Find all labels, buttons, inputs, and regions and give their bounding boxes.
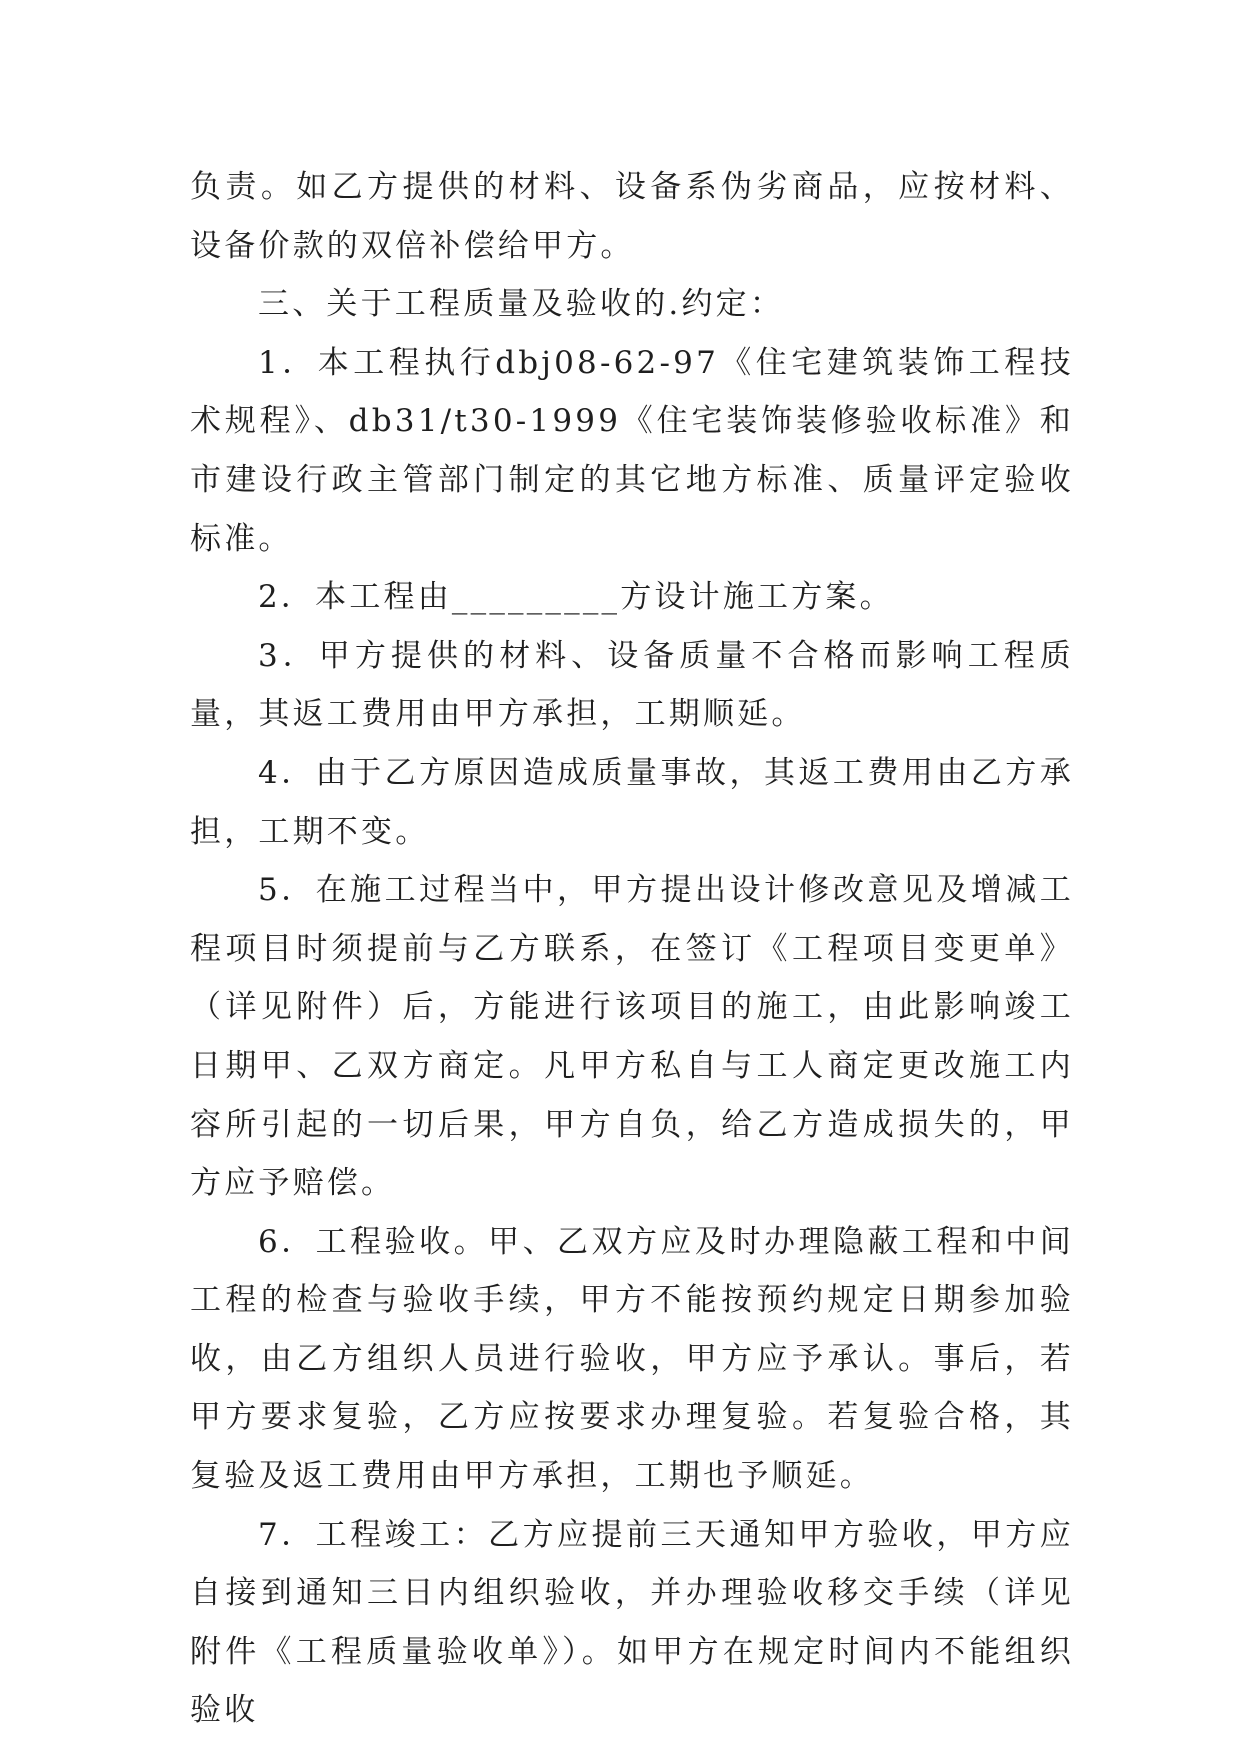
document-body xyxy=(190,158,1074,1740)
clause-2: 2．本工程由_________方设计施工方案。 xyxy=(258,579,894,616)
paragraph-continuation: 负责。如乙方提供的材料、设备系伪劣商品，应按材料、设备价款的双倍补偿给甲方。 xyxy=(190,169,1074,264)
section-heading-quality-acceptance: 三、关于工程质量及验收的.约定： xyxy=(258,286,785,323)
clause-7: 7．工程竣工：乙方应提前三天通知甲方验收，甲方应自接到通知三日内组织验收，并办理验收移交手续（详见附件《工程质量验收单》）。如甲方在规定时间内不能组织验收 xyxy=(190,1516,1074,1729)
clause-6: 6．工程验收。甲、乙双方应及时办理隐蔽工程和中间工程的检查与验收手续，甲方不能按预约规定日期参加验收，由乙方组织人员进行验收，甲方应予承认。事后，若甲方要求复验，乙方应按要求办理复验。若复验合格，其复验及返工费用由甲方承担，工期也予顺延。 xyxy=(190,1223,1074,1495)
clause-5: 5．在施工过程当中，甲方提出设计修改意见及增减工程项目时须提前与乙方联系，在签订《工程项目变更单》（详见附件）后，方能进行该项目的施工，由此影响竣工日期甲、乙双方商定。凡甲方私自与工人商定更改施工内容所引起的一切后果，甲方自负，给乙方造成损失的，甲方应予赔偿。 xyxy=(190,872,1074,1202)
clause-4: 4．由于乙方原因造成质量事故，其返工费用由乙方承担，工期不变。 xyxy=(190,754,1074,850)
clause-1: 1．本工程执行dbj08-62-97《住宅建筑装饰工程技术规程》、db31/t30-1999《住宅装饰装修验收标准》和市建设行政主管部门制定的其它地方标准、质量评定验收标准。 xyxy=(190,344,1074,557)
clause-3: 3．甲方提供的材料、设备质量不合格而影响工程质量，其返工费用由甲方承担，工期顺延。 xyxy=(190,637,1074,733)
